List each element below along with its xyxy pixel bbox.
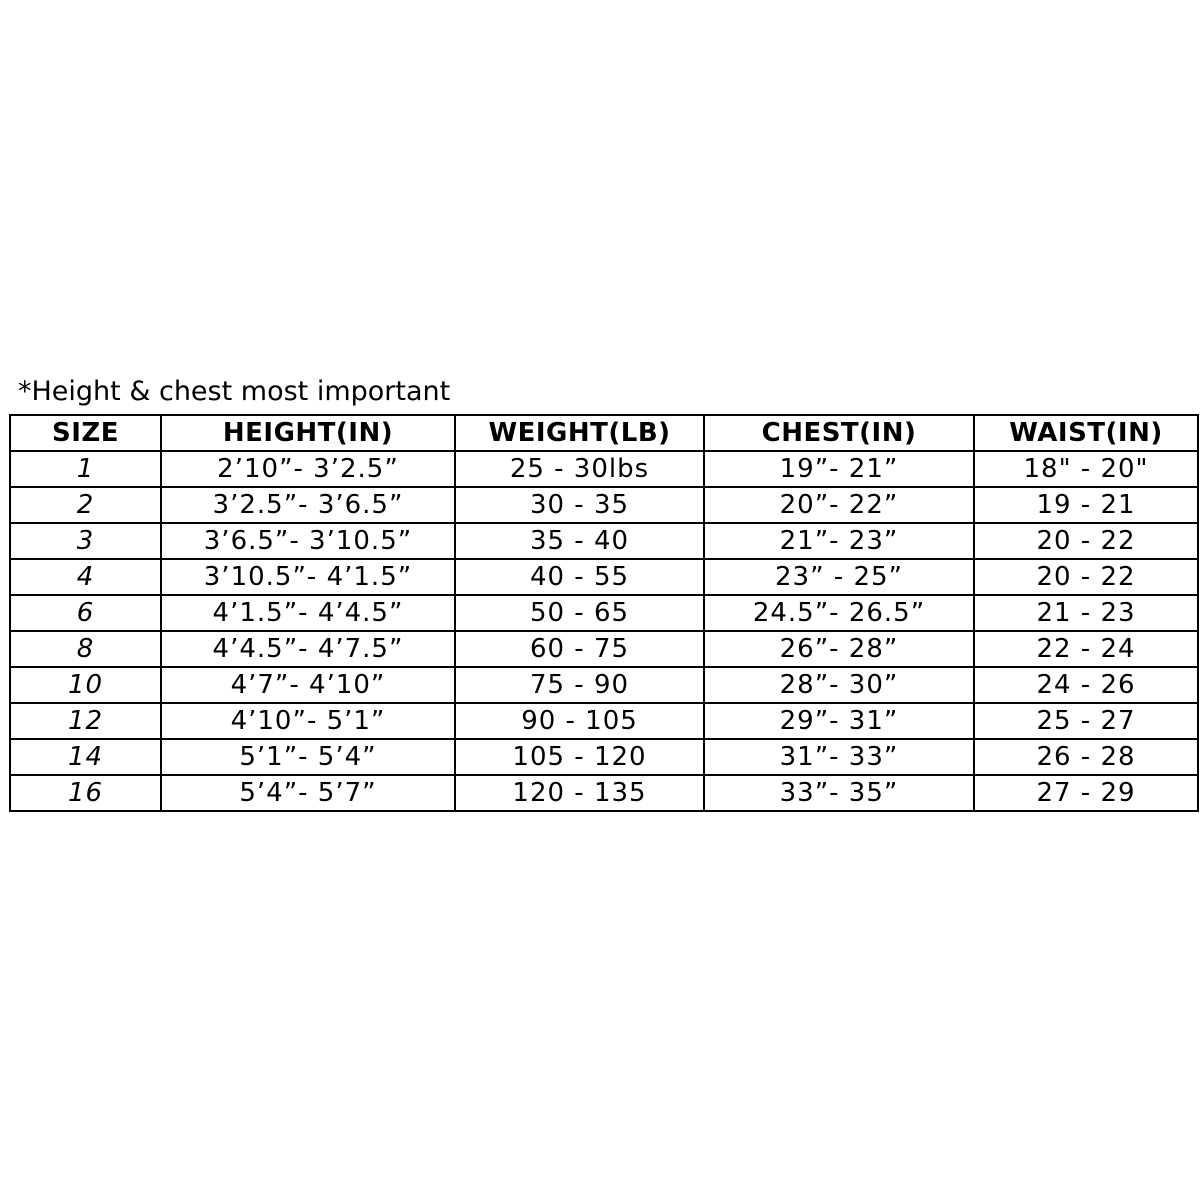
height-cell: 4’10”- 5’1” bbox=[161, 703, 455, 739]
size-cell: 12 bbox=[10, 703, 161, 739]
table-row bbox=[10, 523, 1198, 559]
height-cell: 4’4.5”- 4’7.5” bbox=[161, 631, 455, 667]
height-cell: 3’6.5”- 3’10.5” bbox=[161, 523, 455, 559]
weight-cell: 40 - 55 bbox=[455, 559, 704, 595]
size-chart-table bbox=[9, 414, 1199, 812]
waist-cell: 25 - 27 bbox=[974, 703, 1198, 739]
height-cell: 5’4”- 5’7” bbox=[161, 775, 455, 811]
chest-cell: 31”- 33” bbox=[704, 739, 974, 775]
chest-cell: 33”- 35” bbox=[704, 775, 974, 811]
table-row bbox=[10, 595, 1198, 631]
table-row bbox=[10, 667, 1198, 703]
chest-cell: 29”- 31” bbox=[704, 703, 974, 739]
height-cell: 4’7”- 4’10” bbox=[161, 667, 455, 703]
weight-cell: 35 - 40 bbox=[455, 523, 704, 559]
waist-cell: 27 - 29 bbox=[974, 775, 1198, 811]
size-cell: 6 bbox=[10, 595, 161, 631]
table-row bbox=[10, 775, 1198, 811]
waist-cell: 19 - 21 bbox=[974, 487, 1198, 523]
height-cell: 2’10”- 3’2.5” bbox=[161, 451, 455, 487]
height-cell: 5’1”- 5’4” bbox=[161, 739, 455, 775]
header-size: SIZE bbox=[10, 415, 161, 451]
chest-cell: 26”- 28” bbox=[704, 631, 974, 667]
header-weight: WEIGHT(LB) bbox=[455, 415, 704, 451]
size-cell: 8 bbox=[10, 631, 161, 667]
size-cell: 16 bbox=[10, 775, 161, 811]
table-row bbox=[10, 451, 1198, 487]
waist-cell: 18" - 20" bbox=[974, 451, 1198, 487]
chest-cell: 24.5”- 26.5” bbox=[704, 595, 974, 631]
chest-cell: 19”- 21” bbox=[704, 451, 974, 487]
header-height: HEIGHT(IN) bbox=[161, 415, 455, 451]
chest-cell: 28”- 30” bbox=[704, 667, 974, 703]
height-cell: 3’2.5”- 3’6.5” bbox=[161, 487, 455, 523]
size-cell: 2 bbox=[10, 487, 161, 523]
table-row bbox=[10, 487, 1198, 523]
waist-cell: 24 - 26 bbox=[974, 667, 1198, 703]
size-cell: 4 bbox=[10, 559, 161, 595]
weight-cell: 120 - 135 bbox=[455, 775, 704, 811]
weight-cell: 30 - 35 bbox=[455, 487, 704, 523]
chest-cell: 21”- 23” bbox=[704, 523, 974, 559]
waist-cell: 22 - 24 bbox=[974, 631, 1198, 667]
chest-cell: 23” - 25” bbox=[704, 559, 974, 595]
chest-cell: 20”- 22” bbox=[704, 487, 974, 523]
size-cell: 10 bbox=[10, 667, 161, 703]
size-cell: 3 bbox=[10, 523, 161, 559]
header-waist: WAIST(IN) bbox=[974, 415, 1198, 451]
header-row bbox=[10, 415, 1198, 451]
height-cell: 4’1.5”- 4’4.5” bbox=[161, 595, 455, 631]
weight-cell: 75 - 90 bbox=[455, 667, 704, 703]
table-row bbox=[10, 559, 1198, 595]
size-cell: 1 bbox=[10, 451, 161, 487]
waist-cell: 20 - 22 bbox=[974, 523, 1198, 559]
height-cell: 3’10.5”- 4’1.5” bbox=[161, 559, 455, 595]
weight-cell: 105 - 120 bbox=[455, 739, 704, 775]
waist-cell: 21 - 23 bbox=[974, 595, 1198, 631]
weight-cell: 90 - 105 bbox=[455, 703, 704, 739]
table-row bbox=[10, 703, 1198, 739]
chart-note: *Height & chest most important bbox=[18, 376, 451, 407]
header-chest: CHEST(IN) bbox=[704, 415, 974, 451]
table-row bbox=[10, 739, 1198, 775]
size-cell: 14 bbox=[10, 739, 161, 775]
table-row bbox=[10, 631, 1198, 667]
waist-cell: 20 - 22 bbox=[974, 559, 1198, 595]
waist-cell: 26 - 28 bbox=[974, 739, 1198, 775]
weight-cell: 60 - 75 bbox=[455, 631, 704, 667]
weight-cell: 25 - 30lbs bbox=[455, 451, 704, 487]
weight-cell: 50 - 65 bbox=[455, 595, 704, 631]
